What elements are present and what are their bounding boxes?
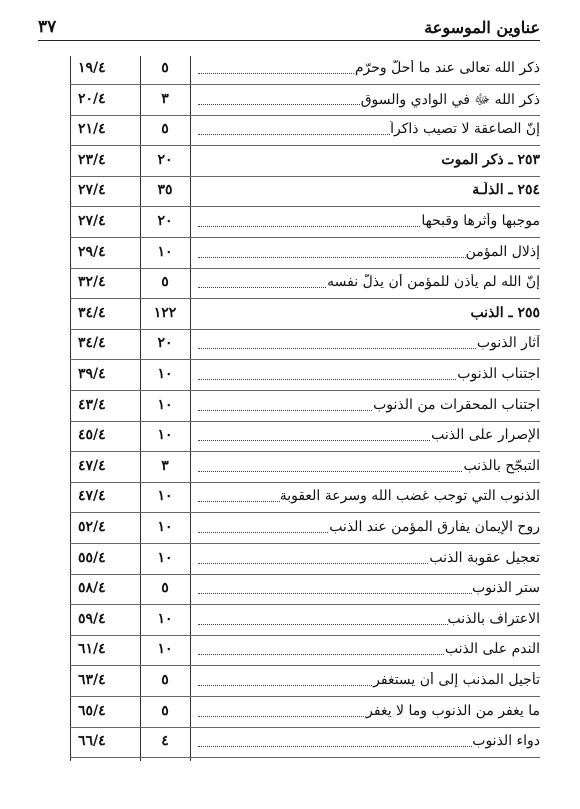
toc-row <box>70 362 540 391</box>
row-separator <box>70 757 540 758</box>
row-separator <box>70 298 540 299</box>
volume-page-ref: ٣٤/٤ <box>78 304 106 321</box>
toc-entry-label: ٢٥٣ ـ ذكر الموت <box>441 151 540 168</box>
hadith-count: ٢٠ <box>157 151 173 168</box>
row-separator <box>70 727 540 728</box>
hadith-count: ١٠ <box>157 243 173 260</box>
row-separator <box>70 268 540 269</box>
row-separator <box>70 451 540 452</box>
toc-row <box>70 209 540 238</box>
toc-entry-label: الندم على الذنب <box>444 641 540 658</box>
toc-entry-label: إنّ الله لم يأذن للمؤمن أن يذلّ نفسه <box>327 274 540 291</box>
page-header <box>38 16 540 41</box>
toc-row <box>70 240 540 269</box>
toc-entry-label: ما يغفر من الذنوب وما لا يغفر <box>366 702 540 719</box>
toc-entry <box>195 152 540 168</box>
hadith-count: ١٠ <box>157 488 173 505</box>
toc-row <box>70 515 540 544</box>
hadith-count: ٣٥ <box>157 182 173 199</box>
hadith-count: ٥ <box>161 274 169 291</box>
hadith-count: ١٠ <box>157 549 173 566</box>
toc-entry-label: إذلال المؤمن <box>465 243 540 260</box>
volume-page-ref: ٤٥/٤ <box>78 427 106 444</box>
toc-entry-label: ذكر الله ﷻ في الوادي والسوق <box>360 91 540 108</box>
toc-row <box>70 699 540 728</box>
hadith-count: ١٠ <box>157 610 173 627</box>
row-separator <box>70 237 540 238</box>
volume-page-ref: ٢٩/٤ <box>78 243 106 260</box>
volume-page-ref: ٥٩/٤ <box>78 610 106 627</box>
toc-entry <box>195 182 540 198</box>
row-separator <box>70 512 540 513</box>
toc-entry-label: ستر الذنوب <box>472 580 540 597</box>
hadith-count: ٢٠ <box>157 335 173 352</box>
row-separator <box>70 665 540 666</box>
page-number: ٣٧ <box>38 17 57 37</box>
toc-entry <box>195 305 540 321</box>
row-separator <box>70 329 540 330</box>
toc-row <box>70 546 540 575</box>
volume-page-ref: ٦١/٤ <box>78 641 106 658</box>
hadith-count: ٣ <box>161 457 169 474</box>
toc-entry <box>195 91 540 111</box>
toc-entry-label: اجتناب الذنوب <box>457 366 540 382</box>
row-separator <box>70 604 540 605</box>
volume-page-ref: ١٩/٤ <box>78 60 106 76</box>
toc-section-heading <box>70 301 540 330</box>
volume-page-ref: ٤٧/٤ <box>78 488 106 505</box>
toc-entry-label: الذنوب التي توجب غضب الله وسرعة العقوبة <box>279 488 540 505</box>
toc-row <box>70 423 540 452</box>
volume-page-ref: ٦٥/٤ <box>78 702 106 719</box>
volume-page-ref: ٦٦/٤ <box>78 733 106 750</box>
volume-page-ref: ٤٧/٤ <box>78 457 106 474</box>
hadith-count: ٥ <box>161 702 169 719</box>
row-separator <box>70 84 540 85</box>
toc-row <box>70 484 540 513</box>
toc-entry-label: ذكر الله تعالى عند ما أحلّ وحرّم <box>354 60 540 76</box>
row-separator <box>70 206 540 207</box>
toc-table <box>70 56 540 761</box>
toc-entry-label: إنّ الصاعقة لا تصيب ذاكراً <box>390 121 540 138</box>
toc-row <box>70 117 540 146</box>
row-separator <box>70 176 540 177</box>
volume-page-ref: ٤٣/٤ <box>78 396 106 413</box>
hadith-count: ١٠ <box>157 366 173 382</box>
volume-page-ref: ٣٤/٤ <box>78 335 106 352</box>
volume-page-ref: ٣٩/٤ <box>78 366 106 382</box>
hadith-count: ٥ <box>161 60 169 76</box>
toc-entry-label: روح الإيمان يفارق المؤمن عند الذنب <box>329 519 540 535</box>
volume-page-ref: ٥٥/٤ <box>78 549 106 566</box>
hadith-count: ٢٠ <box>157 213 173 229</box>
toc-section-heading <box>70 148 540 177</box>
volume-page-ref: ٢٧/٤ <box>78 182 106 199</box>
row-separator <box>70 482 540 483</box>
toc-entry-label: اجتناب المحقرات من الذنوب <box>373 396 540 413</box>
toc-row <box>70 331 540 360</box>
toc-row <box>70 637 540 666</box>
page-title: عناوين الموسوعة <box>424 18 540 37</box>
hadith-count: ٥ <box>161 121 169 138</box>
row-separator <box>70 635 540 636</box>
toc-row <box>70 87 540 116</box>
hadith-count: ١٠ <box>157 519 173 535</box>
row-separator <box>70 115 540 116</box>
volume-page-ref: ٦٣/٤ <box>78 672 106 688</box>
volume-page-ref: ٥٢/٤ <box>78 519 106 535</box>
volume-page-ref: ٢٠/٤ <box>78 90 106 107</box>
toc-row <box>70 393 540 422</box>
row-separator <box>70 421 540 422</box>
volume-page-ref: ٢٣/٤ <box>78 151 106 168</box>
volume-page-ref: ٢١/٤ <box>78 121 106 138</box>
row-separator <box>70 359 540 360</box>
hadith-count: ٥ <box>161 580 169 597</box>
volume-page-ref: ٥٨/٤ <box>78 580 106 597</box>
toc-entry-label: آثار الذنوب <box>476 335 540 352</box>
toc-entry-label: التبجّح بالذنب <box>463 457 540 474</box>
toc-row <box>70 576 540 605</box>
hadith-count: ١٢٢ <box>153 304 177 321</box>
toc-entry-label: الاعتراف بالذنب <box>447 610 540 627</box>
hadith-count: ١٠ <box>157 641 173 658</box>
toc-row <box>70 454 540 483</box>
hadith-count: ٤ <box>161 733 169 750</box>
toc-section-heading <box>70 178 540 207</box>
toc-entry-label: ٢٥٤ ـ الذلّـة <box>472 182 540 199</box>
toc-row <box>70 56 540 85</box>
row-separator <box>70 145 540 146</box>
row-separator <box>70 696 540 697</box>
row-separator <box>70 574 540 575</box>
toc-entry-label: ٢٥٥ ـ الذنب <box>470 304 540 321</box>
hadith-count: ١٠ <box>157 427 173 444</box>
hadith-count: ٥ <box>161 672 169 688</box>
toc-row <box>70 270 540 299</box>
toc-row <box>70 668 540 697</box>
hadith-count: ٣ <box>161 90 169 107</box>
volume-page-ref: ٣٢/٤ <box>78 274 106 291</box>
row-separator <box>70 543 540 544</box>
toc-entry-label: دواء الذنوب <box>472 733 540 750</box>
row-separator <box>70 390 540 391</box>
toc-entry-label: الإصرار على الذنب <box>431 427 540 444</box>
toc-entry-label: تأجيل المذنب إلى أن يستغفر <box>373 672 540 688</box>
hadith-count: ١٠ <box>157 396 173 413</box>
toc-row <box>70 607 540 636</box>
volume-page-ref: ٢٧/٤ <box>78 213 106 229</box>
toc-entry-label: موجبها وأثرها وقبحها <box>421 213 540 229</box>
toc-row <box>70 729 540 758</box>
toc-entry-label: تعجيل عقوبة الذنب <box>429 549 540 566</box>
